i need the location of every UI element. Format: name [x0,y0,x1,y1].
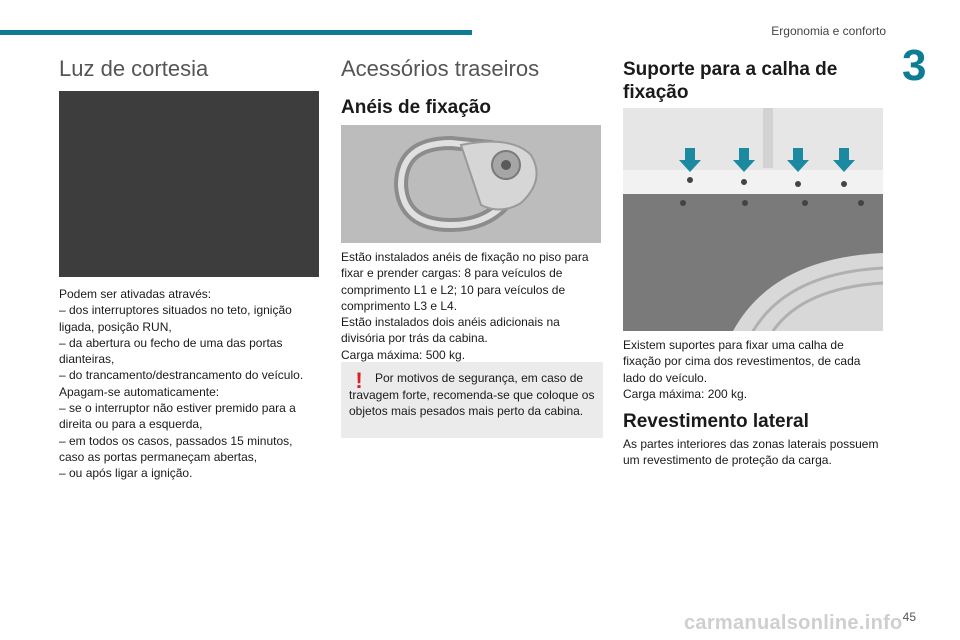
rail-support-text: Existem suportes para fixar uma calha de fixação por cima dos revestimentos, de cada lado do veículo. Carga máxima: 200 kg. [623,338,861,401]
warning-box [341,362,603,438]
rail-support-image [623,108,883,331]
courtesy-light-title: Luz de cortesia [59,56,209,81]
side-lining-subtitle: Revestimento lateral [623,411,809,432]
courtesy-light-text: Podem ser ativadas através: – dos interruptores situados no teto, ignição ligada, posição RUN, – da abertura ou fecho de uma das portas dianteiras, – do trancamento/destrancamento do veículo. Apagam-se automaticamente: – se o interruptor não estiver premido para a direita ou para a esquerda, – em todos os casos, passados 15 minutos, caso as portas permaneçam abertas, – ou após ligar a ignição. [59,287,304,481]
header-accent-bar [0,30,472,35]
rear-accessories-title: Acessórios traseiros [341,56,540,81]
chapter-number: 3 [902,41,927,90]
anchor-rings-subtitle: Anéis de fixação [341,97,491,118]
anchor-rings-text: Estão instalados anéis de fixação no piso para fixar e prender cargas: 8 para veículos de comprimento L1 e L2; 10 para veículos de comprimento L3 e L4. Estão instalados dois anéis adicionais na divisória por trás da cabina. Carga máxima: 500 kg. [341,250,589,362]
rail-support-title: Suporte para a calha de fixação [623,59,838,103]
exclamation-icon: ! [355,368,363,393]
anchor-ring-image [341,125,601,243]
rail-support-illustration [623,108,883,331]
section-header: Ergonomia e conforto [771,24,886,38]
page-number: 45 [902,610,916,624]
courtesy-light-image [59,91,319,277]
watermark: carmanualsonline.info [684,612,903,634]
warning-text: Por motivos de segurança, em caso de travagem forte, recomenda-se que coloque os objetos mais pesados mais perto da cabina. [349,371,595,418]
anchor-ring-illustration [341,125,601,243]
side-lining-text: As partes interiores das zonas laterais possuem um revestimento de proteção da carga. [623,437,879,468]
